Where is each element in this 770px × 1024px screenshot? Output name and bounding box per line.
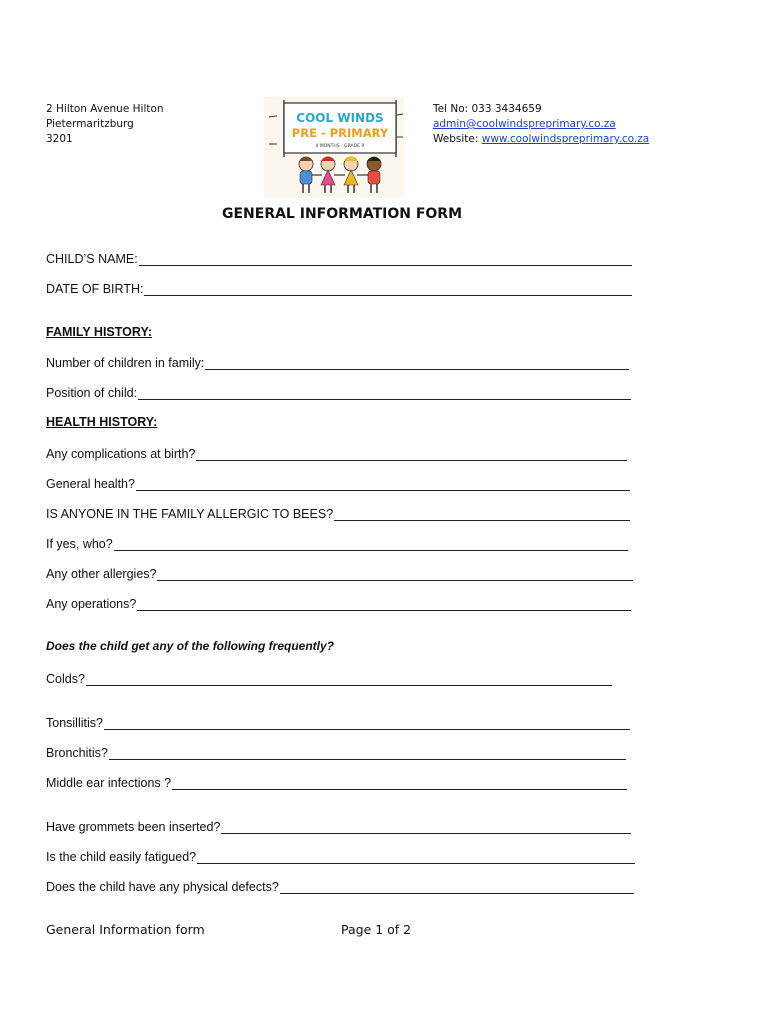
- address-line-2: Pietermaritzburg: [46, 118, 134, 130]
- position-child-label: Position of child:: [46, 386, 138, 400]
- address-line-3: 3201: [46, 133, 73, 145]
- allergic-bees-label: IS ANYONE IN THE FAMILY ALLERGIC TO BEES?: [46, 507, 334, 521]
- ear-infections-label: Middle ear infections ?: [46, 776, 172, 790]
- other-allergies-line[interactable]: [157, 568, 633, 581]
- bronchitis-line[interactable]: [109, 747, 626, 760]
- position-child-field[interactable]: [46, 384, 631, 400]
- tonsillitis-label: Tonsillitis?: [46, 716, 103, 730]
- if-yes-who-field[interactable]: [46, 535, 628, 551]
- school-address: [46, 102, 164, 147]
- operations-line[interactable]: [137, 598, 631, 611]
- frequent-conditions-question: Does the child get any of the following frequently?: [46, 639, 335, 653]
- footer-form-name: General Information form: [46, 922, 205, 937]
- school-contact: [433, 102, 649, 147]
- operations-field[interactable]: [46, 595, 631, 611]
- physical-defects-label: Does the child have any physical defects?: [46, 880, 279, 894]
- childs-name-field[interactable]: [46, 250, 632, 266]
- childs-name-line[interactable]: [139, 253, 632, 266]
- num-children-label: Number of children in family:: [46, 356, 205, 370]
- fatigued-line[interactable]: [197, 851, 635, 864]
- colds-line[interactable]: [86, 673, 612, 686]
- num-children-line[interactable]: [205, 357, 629, 370]
- date-of-birth-label: DATE OF BIRTH:: [46, 282, 144, 296]
- general-health-line[interactable]: [136, 478, 630, 491]
- website-label: Website:: [433, 133, 482, 145]
- fatigued-field[interactable]: [46, 848, 635, 864]
- allergic-bees-line[interactable]: [334, 508, 630, 521]
- health-history-heading: HEALTH HISTORY:: [46, 415, 158, 429]
- logo-line-1: COOL WINDS: [296, 111, 384, 125]
- logo-line-3: 4 MONTHS - GRADE R: [315, 144, 365, 149]
- grommets-line[interactable]: [221, 821, 631, 834]
- if-yes-who-label: If yes, who?: [46, 537, 113, 551]
- grommets-label: Have grommets been inserted?: [46, 820, 221, 834]
- logo-line-2: PRE - PRIMARY: [291, 126, 389, 140]
- general-health-label: General health?: [46, 477, 135, 491]
- childs-name-label: CHILD’S NAME:: [46, 252, 138, 266]
- ear-infections-field[interactable]: [46, 774, 627, 790]
- tonsillitis-line[interactable]: [104, 717, 630, 730]
- num-children-field[interactable]: [46, 354, 629, 370]
- colds-label: Colds?: [46, 672, 85, 686]
- if-yes-who-line[interactable]: [114, 538, 628, 551]
- tonsillitis-field[interactable]: [46, 714, 630, 730]
- complications-line[interactable]: [196, 448, 627, 461]
- complications-field[interactable]: [46, 445, 627, 461]
- bronchitis-label: Bronchitis?: [46, 746, 108, 760]
- operations-label: Any operations?: [46, 597, 137, 611]
- physical-defects-line[interactable]: [280, 881, 634, 894]
- email-link[interactable]: admin@coolwindspreprimary.co.za: [433, 118, 616, 130]
- physical-defects-field[interactable]: [46, 878, 634, 894]
- complications-label: Any complications at birth?: [46, 447, 196, 461]
- allergic-bees-field[interactable]: [46, 505, 630, 521]
- family-history-heading: FAMILY HISTORY:: [46, 325, 153, 339]
- telephone: Tel No: 033 3434659: [433, 103, 542, 115]
- form-title: GENERAL INFORMATION FORM: [221, 206, 463, 222]
- grommets-field[interactable]: [46, 818, 631, 834]
- date-of-birth-line[interactable]: [144, 283, 632, 296]
- position-child-line[interactable]: [138, 387, 631, 400]
- address-line-1: 2 Hilton Avenue Hilton: [46, 103, 164, 115]
- other-allergies-label: Any other allergies?: [46, 567, 157, 581]
- ear-infections-line[interactable]: [172, 777, 627, 790]
- other-allergies-field[interactable]: [46, 565, 633, 581]
- website-link[interactable]: www.coolwindspreprimary.co.za: [481, 133, 650, 145]
- fatigued-label: Is the child easily fatigued?: [46, 850, 197, 864]
- school-logo: [264, 97, 404, 197]
- colds-field[interactable]: [46, 670, 612, 686]
- general-health-field[interactable]: [46, 475, 630, 491]
- bronchitis-field[interactable]: [46, 744, 626, 760]
- date-of-birth-field[interactable]: [46, 280, 632, 296]
- page-number: Page 1 of 2: [341, 922, 412, 937]
